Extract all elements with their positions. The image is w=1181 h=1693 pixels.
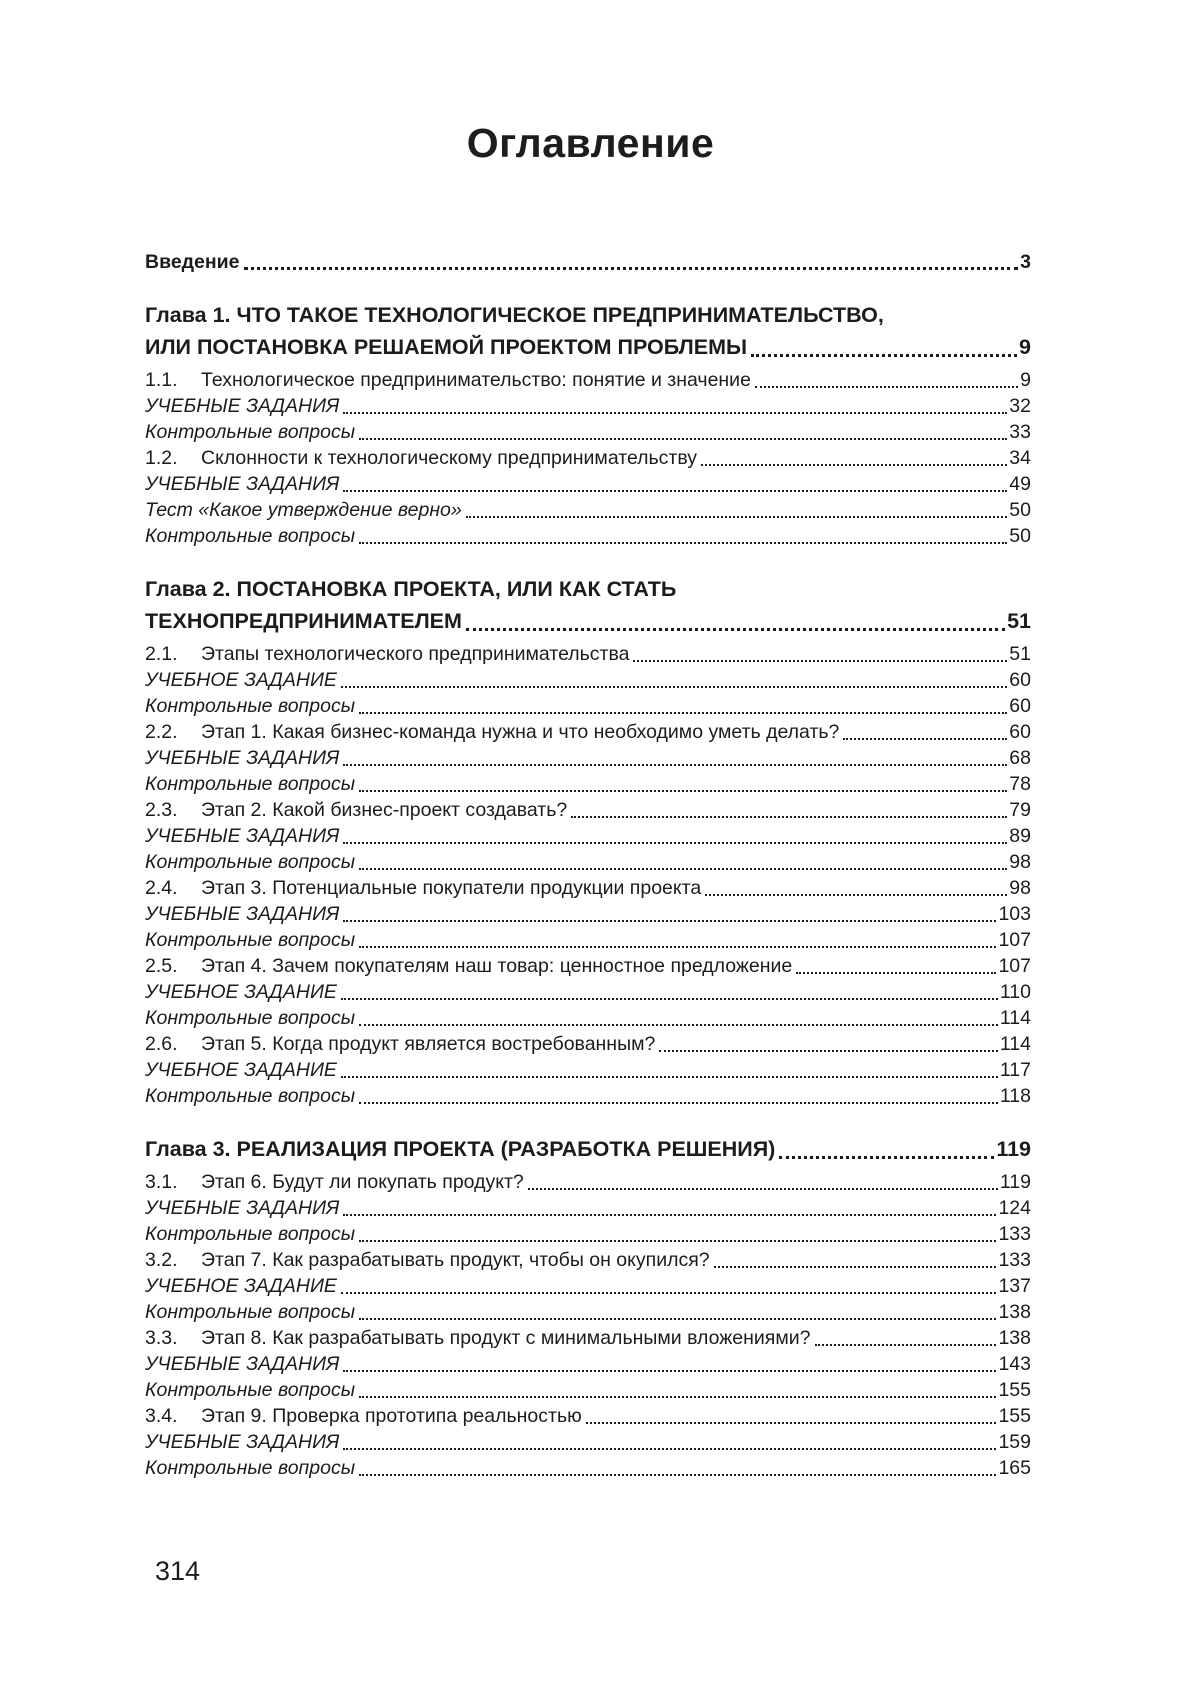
- toc-entry-last-line: [145, 419, 1031, 445]
- toc-entry-last-line: [145, 953, 1031, 979]
- toc-entry-label: УЧЕБНЫЕ ЗАДАНИЯ: [145, 395, 340, 417]
- toc-entry-page: 107: [998, 929, 1031, 951]
- toc-entry: [145, 667, 1031, 693]
- toc-entry-page: 138: [998, 1327, 1031, 1349]
- toc-entry-label: УЧЕБНОЕ ЗАДАНИЕ: [145, 1275, 337, 1297]
- toc-entry-label: Этап 1. Какая бизнес-команда нужна и что необходимо уметь делать?: [201, 721, 840, 743]
- dot-leader: [341, 1076, 998, 1078]
- toc-entry-page: 155: [998, 1405, 1031, 1427]
- toc-entry-label: ТЕХНОПРЕДПРИНИМАТЕЛЕМ: [145, 609, 462, 633]
- toc-entry-page: 34: [1009, 447, 1031, 469]
- toc-entry-label: УЧЕБНЫЕ ЗАДАНИЯ: [145, 903, 340, 925]
- toc-entry-label: Контрольные вопросы: [145, 1379, 356, 1401]
- dot-leader: [359, 1240, 996, 1242]
- toc-entry-number: 3.1.: [145, 1171, 178, 1193]
- toc-entry-label: Этап 4. Зачем покупателям наш товар: ценностное предложение: [201, 955, 793, 977]
- toc-entry-label: Этап 6. Будут ли покупать продукт?: [201, 1171, 524, 1193]
- toc-entry-page: 107: [998, 955, 1031, 977]
- toc-entry-label: Контрольные вопросы: [145, 1301, 356, 1323]
- toc-entry: [145, 497, 1031, 523]
- dot-leader: [341, 1292, 997, 1294]
- toc-entry-last-line: [145, 1169, 1031, 1195]
- toc-entry-last-line: [145, 367, 1031, 393]
- toc-entry-last-line: [145, 875, 1031, 901]
- toc-entry-label: Глава 3. РЕАЛИЗАЦИЯ ПРОЕКТА (РАЗРАБОТКА РЕШЕНИЯ): [145, 1137, 776, 1161]
- toc-entry: [145, 901, 1031, 927]
- toc-entry-page: 133: [998, 1223, 1031, 1245]
- toc-entry: [145, 927, 1031, 953]
- toc-entry-label: УЧЕБНЫЕ ЗАДАНИЯ: [145, 1431, 340, 1453]
- toc-entry-label: Этап 9. Проверка прототипа реальностью: [201, 1405, 582, 1427]
- toc-entry-label: Этап 7. Как разрабатывать продукт, чтобы он окупился?: [201, 1249, 710, 1271]
- toc-entry: [145, 471, 1031, 497]
- toc-entry: [145, 875, 1031, 901]
- toc-entry-last-line: [145, 497, 1031, 523]
- toc-entry-page: 137: [998, 1275, 1031, 1297]
- toc-entry-last-line: [145, 1005, 1031, 1031]
- toc-entry-label: Введение: [145, 251, 240, 273]
- toc-entry-line: Глава 1. ЧТО ТАКОЕ ТЕХНОЛОГИЧЕСКОЕ ПРЕДПРИНИМАТЕЛЬСТВО,: [145, 303, 884, 327]
- toc-entry-last-line: [145, 1403, 1031, 1429]
- toc-entry-last-line: [145, 1377, 1031, 1403]
- toc-entry-number: 3.3.: [145, 1327, 178, 1349]
- toc-entry-number: 2.1.: [145, 643, 178, 665]
- toc-entry-last-line: [145, 849, 1031, 875]
- toc-entry: [145, 393, 1031, 419]
- dot-leader: [343, 490, 1007, 492]
- dot-leader: [359, 1318, 996, 1320]
- toc-entry: [145, 1005, 1031, 1031]
- toc-entry-label: УЧЕБНЫЕ ЗАДАНИЯ: [145, 1197, 340, 1219]
- toc-entry-page: 103: [998, 903, 1031, 925]
- toc-entry: [145, 797, 1031, 823]
- toc-entry: [145, 823, 1031, 849]
- toc-entry-last-line: [145, 745, 1031, 771]
- toc-entry: [145, 641, 1031, 667]
- toc-entry-label: Этап 3. Потенциальные покупатели продукции проекта: [201, 877, 702, 899]
- toc-entry-number: 1.2.: [145, 447, 178, 469]
- toc-entry-last-line: [145, 331, 1031, 363]
- toc-entry-label: УЧЕБНОЕ ЗАДАНИЕ: [145, 669, 337, 691]
- toc-entry-page: 114: [999, 1033, 1031, 1055]
- toc-entry-last-line: [145, 445, 1031, 471]
- toc-entry: [145, 1083, 1031, 1109]
- dot-leader: [466, 516, 1008, 518]
- dot-leader: [359, 1474, 996, 1476]
- toc-entry-page: 119: [999, 1171, 1031, 1193]
- toc-entry-page: 9: [1019, 335, 1031, 359]
- toc-entry-last-line: [145, 667, 1031, 693]
- toc-entry-last-line: [145, 1429, 1031, 1455]
- toc-entry-page: 110: [999, 981, 1031, 1003]
- dot-leader: [633, 660, 1007, 662]
- toc-entry-last-line: [145, 771, 1031, 797]
- dot-leader: [341, 998, 998, 1000]
- toc-entry-last-line: [145, 1455, 1031, 1481]
- dot-leader: [343, 1448, 996, 1450]
- toc-entry: [145, 523, 1031, 549]
- dot-leader: [343, 764, 1007, 766]
- toc-entry-number: 2.6.: [145, 1033, 178, 1055]
- dot-leader: [714, 1266, 997, 1268]
- toc-entry-number: 2.2.: [145, 721, 178, 743]
- toc-entry-number: 3.2.: [145, 1249, 178, 1271]
- toc-entry-page: 119: [996, 1137, 1031, 1161]
- dot-leader: [359, 1396, 996, 1398]
- toc-entry-label: Этап 2. Какой бизнес-проект создавать?: [201, 799, 568, 821]
- toc-entry-page: 32: [1009, 395, 1031, 417]
- dot-leader: [779, 1156, 994, 1159]
- toc-entry-page: 143: [998, 1353, 1031, 1375]
- toc-entry-last-line: [145, 901, 1031, 927]
- toc-entry-last-line: [145, 1351, 1031, 1377]
- toc-entry-number: 1.1.: [145, 369, 178, 391]
- toc-entry-label: ИЛИ ПОСТАНОВКА РЕШАЕМОЙ ПРОЕКТОМ ПРОБЛЕМЫ: [145, 335, 748, 359]
- toc-entry-page: 117: [999, 1059, 1031, 1081]
- toc-entry-last-line: [145, 1057, 1031, 1083]
- toc-entry: [145, 1031, 1031, 1057]
- dot-leader: [705, 894, 1007, 896]
- toc-entry-last-line: [145, 605, 1031, 637]
- toc-entry-line: Глава 2. ПОСТАНОВКА ПРОЕКТА, ИЛИ КАК СТАТЬ: [145, 577, 677, 601]
- toc-entry-label: Контрольные вопросы: [145, 1223, 356, 1245]
- toc-entry-label: Контрольные вопросы: [145, 1007, 356, 1029]
- toc-entry-last-line: [145, 1221, 1031, 1247]
- toc-entry-label: УЧЕБНЫЕ ЗАДАНИЯ: [145, 747, 340, 769]
- toc-entry-label: Контрольные вопросы: [145, 525, 356, 547]
- toc-entry-last-line: [145, 471, 1031, 497]
- toc-entry-page: 79: [1009, 799, 1031, 821]
- toc-entry-page: 50: [1009, 525, 1031, 547]
- dot-leader: [571, 816, 1007, 818]
- dot-leader: [343, 412, 1007, 414]
- dot-leader: [659, 1050, 998, 1052]
- toc-entry-label: Контрольные вопросы: [145, 929, 356, 951]
- toc-entry: [145, 573, 1031, 637]
- dot-leader: [466, 628, 1005, 631]
- toc-entry-last-line: [145, 693, 1031, 719]
- toc-entry: [145, 445, 1031, 471]
- toc-entry: [145, 1247, 1031, 1273]
- toc-entry-label: Контрольные вопросы: [145, 421, 356, 443]
- toc-entry-last-line: [145, 523, 1031, 549]
- dot-leader: [359, 868, 1007, 870]
- toc-entry: [145, 1057, 1031, 1083]
- dot-leader: [359, 438, 1007, 440]
- dot-leader: [755, 386, 1018, 388]
- dot-leader: [341, 686, 1007, 688]
- toc-entry: [145, 745, 1031, 771]
- toc-entry-page: 51: [1009, 643, 1031, 665]
- page-title: Оглавление: [466, 120, 715, 166]
- toc-entry-page: 49: [1009, 473, 1031, 495]
- toc-entry-label: УЧЕБНОЕ ЗАДАНИЕ: [145, 1059, 337, 1081]
- toc-entry: [145, 419, 1031, 445]
- toc-entry-page: 78: [1009, 773, 1031, 795]
- toc-entry-page: 3: [1020, 251, 1031, 273]
- toc-entry-last-line: [145, 1273, 1031, 1299]
- toc-entry-page: 68: [1009, 747, 1031, 769]
- dot-leader: [701, 464, 1007, 466]
- toc-entry: [145, 979, 1031, 1005]
- toc-entry-page: 50: [1009, 499, 1031, 521]
- toc-entry-page: 60: [1009, 695, 1031, 717]
- toc-entry: [145, 1133, 1031, 1165]
- dot-leader: [343, 920, 996, 922]
- dot-leader: [343, 1370, 996, 1372]
- toc-entry-label: Тест «Какое утверждение верно»: [145, 499, 462, 521]
- toc-entry-last-line: [145, 1195, 1031, 1221]
- toc-entry: [145, 1169, 1031, 1195]
- toc-entry-last-line: [145, 393, 1031, 419]
- toc-entry: [145, 953, 1031, 979]
- toc-entry-page: 124: [998, 1197, 1031, 1219]
- toc-entry-label: Контрольные вопросы: [145, 851, 356, 873]
- toc-entry: [145, 719, 1031, 745]
- toc-entry: [145, 771, 1031, 797]
- toc-entry-label: УЧЕБНЫЕ ЗАДАНИЯ: [145, 473, 340, 495]
- toc-entry-number: 3.4.: [145, 1405, 178, 1427]
- dot-leader: [343, 842, 1007, 844]
- toc-entry-label: Контрольные вопросы: [145, 1085, 356, 1107]
- toc-entry: [145, 1455, 1031, 1481]
- toc-entry-page: 159: [998, 1431, 1031, 1453]
- dot-leader: [815, 1344, 997, 1346]
- dot-leader: [359, 1102, 998, 1104]
- toc-entry-label: УЧЕБНЫЕ ЗАДАНИЯ: [145, 825, 340, 847]
- toc-entry-number: 2.5.: [145, 955, 178, 977]
- toc-entry-label: Этап 8. Как разрабатывать продукт с минимальными вложениями?: [201, 1327, 811, 1349]
- toc-entry: [145, 849, 1031, 875]
- toc-entry-number: 2.4.: [145, 877, 178, 899]
- toc-entry-page: 114: [999, 1007, 1031, 1029]
- toc-entry: [145, 1221, 1031, 1247]
- toc-entry-page: 133: [998, 1249, 1031, 1271]
- toc-entry: [145, 367, 1031, 393]
- dot-leader: [343, 1214, 996, 1216]
- toc-entry-last-line: [145, 1299, 1031, 1325]
- toc-entry-last-line: [145, 979, 1031, 1005]
- toc-entry: [145, 249, 1031, 275]
- folio-page-number: 314: [155, 1556, 201, 1586]
- toc-entry-last-line: [145, 823, 1031, 849]
- dot-leader: [359, 1024, 998, 1026]
- toc-entry: [145, 1351, 1031, 1377]
- toc-entry: [145, 1299, 1031, 1325]
- dot-leader: [796, 972, 996, 974]
- toc-entry-label: Контрольные вопросы: [145, 773, 356, 795]
- toc-entry-label: УЧЕБНЫЕ ЗАДАНИЯ: [145, 1353, 340, 1375]
- toc-entry-wrapped-lines: [145, 573, 1031, 605]
- toc-entry-last-line: [145, 1325, 1031, 1351]
- dot-leader: [359, 542, 1007, 544]
- dot-leader: [244, 267, 1019, 270]
- toc-entry: [145, 1195, 1031, 1221]
- toc-entry-last-line: [145, 641, 1031, 667]
- toc-entry: [145, 1403, 1031, 1429]
- toc-entry-page: 51: [1007, 609, 1031, 633]
- toc-entry-page: 165: [998, 1457, 1031, 1479]
- dot-leader: [843, 738, 1007, 740]
- dot-leader: [359, 790, 1007, 792]
- toc-entry: [145, 1325, 1031, 1351]
- toc-entry-number: 2.3.: [145, 799, 178, 821]
- toc-entry: [145, 299, 1031, 363]
- toc-entry-label: Этапы технологического предпринимательства: [201, 643, 630, 665]
- toc-entry-label: Контрольные вопросы: [145, 695, 356, 717]
- toc-entry-page: 60: [1009, 721, 1031, 743]
- toc-entry-page: 89: [1009, 825, 1031, 847]
- toc-entry-wrapped-lines: [145, 299, 1031, 331]
- toc-entry-page: 98: [1009, 877, 1031, 899]
- dot-leader: [359, 712, 1007, 714]
- toc-entry-page: 9: [1020, 369, 1031, 391]
- toc-entry-page: 98: [1009, 851, 1031, 873]
- toc-entry-last-line: [145, 927, 1031, 953]
- dot-leader: [751, 354, 1017, 357]
- toc-entry-last-line: [145, 1133, 1031, 1165]
- toc-entry-label: УЧЕБНОЕ ЗАДАНИЕ: [145, 981, 337, 1003]
- toc-entry-label: Контрольные вопросы: [145, 1457, 356, 1479]
- dot-leader: [586, 1422, 997, 1424]
- toc-entry-label: Технологическое предпринимательство: понятие и значение: [201, 369, 751, 391]
- toc-entry-page: 33: [1009, 421, 1031, 443]
- toc-entry-page: 155: [998, 1379, 1031, 1401]
- toc-entry-page: 118: [999, 1085, 1031, 1107]
- toc-list: [145, 249, 1031, 1481]
- dot-leader: [359, 946, 996, 948]
- toc-entry-label: Этап 5. Когда продукт является востребованным?: [201, 1033, 656, 1055]
- toc-entry-page: 138: [998, 1301, 1031, 1323]
- toc-entry-last-line: [145, 719, 1031, 745]
- toc-entry-label: Склонности к технологическому предпринимательству: [201, 447, 698, 469]
- toc-entry: [145, 1377, 1031, 1403]
- toc-entry-last-line: [145, 1247, 1031, 1273]
- toc-entry-last-line: [145, 797, 1031, 823]
- dot-leader: [528, 1188, 998, 1190]
- toc-entry: [145, 1429, 1031, 1455]
- toc-entry-last-line: [145, 1083, 1031, 1109]
- toc-entry-last-line: [145, 1031, 1031, 1057]
- toc-entry-last-line: [145, 249, 1031, 275]
- toc-entry: [145, 1273, 1031, 1299]
- toc-entry: [145, 693, 1031, 719]
- toc-entry-page: 60: [1009, 669, 1031, 691]
